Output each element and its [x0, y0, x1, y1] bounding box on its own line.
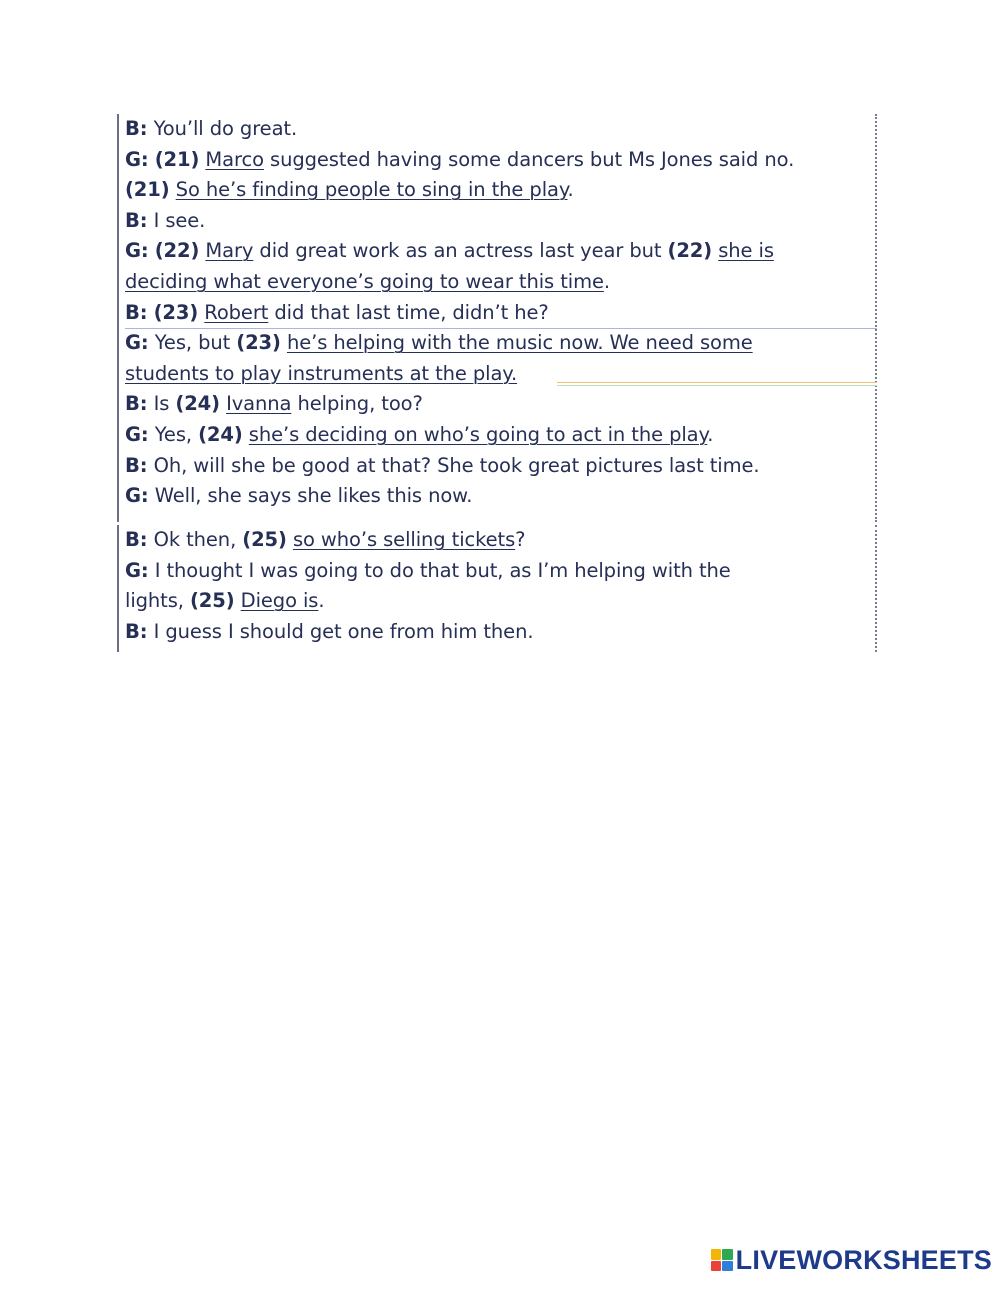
logo-cube [711, 1261, 722, 1272]
dialogue-line [125, 451, 875, 482]
dialogue-line [125, 481, 875, 512]
dialogue-text: I thought I was going to do that but, as I’m helping with the [148, 558, 731, 582]
dialogue-text: Yes, [148, 422, 199, 446]
dialogue-text: Well, she says she likes this now. [148, 484, 473, 508]
scanned-dialogue-image [117, 112, 879, 652]
underlined-answer: Ivanna [226, 392, 292, 416]
speaker-label: G: [125, 239, 149, 263]
dialogue-text: You’ll do great. [147, 117, 298, 140]
dialogue-text: I guess I should get one from him then. [147, 619, 534, 643]
dialogue-text: Oh, will she be good at that? She took great pictures last time. [147, 453, 760, 477]
underlined-answer: deciding what everyone’s going to wear this time [125, 269, 604, 293]
dialogue-line [125, 389, 875, 420]
speaker-label: G: [125, 484, 149, 508]
dialogue-text: . [567, 178, 574, 202]
dialogue-line [125, 175, 875, 206]
divider-line-green [557, 385, 877, 386]
liveworksheets-logo[interactable] [711, 1245, 992, 1275]
underlined-answer: Robert [204, 300, 269, 324]
dialogue-line [125, 206, 875, 237]
dialogue-line [125, 145, 875, 176]
underlined-answer: she is [718, 239, 774, 263]
speaker-label: B: [125, 619, 148, 643]
logo-cube [711, 1249, 722, 1260]
speaker-label: B: [125, 208, 148, 232]
dialogue-line [125, 328, 875, 359]
speaker-label: G: [125, 331, 149, 355]
underlined-answer: he’s helping with the music now. We need some [286, 331, 753, 355]
speaker-label: G: [125, 422, 149, 446]
underlined-answer: So he’s finding people to sing in the play [175, 178, 568, 202]
dialogue-line [125, 556, 875, 587]
question-number: (25) [189, 589, 235, 613]
dialogue-text: Yes, but [148, 331, 237, 355]
dialogue-line [125, 420, 875, 451]
underlined-answer: Marco [205, 147, 264, 171]
speaker-label: B: [125, 117, 148, 140]
speaker-label: G: [125, 147, 149, 171]
speaker-label: B: [125, 392, 148, 416]
underlined-answer: Mary [205, 239, 254, 263]
question-number: (23) [153, 300, 199, 324]
dialogue-text: . [707, 422, 714, 446]
dialogue-text: helping, too? [291, 392, 423, 416]
dialogue-text: lights, [125, 589, 190, 613]
logo-cube [722, 1249, 733, 1260]
question-number: (24) [198, 422, 243, 446]
underlined-answer: so who’s selling tickets [292, 528, 516, 551]
dialogue-text: Is [147, 392, 176, 416]
dialogue-line [125, 298, 875, 329]
dialogue-line [125, 114, 875, 145]
divider-line-orange [557, 382, 877, 383]
question-number: (22) [154, 239, 200, 263]
underlined-answer: she’s deciding on who’s going to act in the play [248, 422, 708, 446]
dialogue-line [125, 617, 875, 648]
logo-cube [722, 1261, 733, 1272]
dialogue-line [125, 267, 875, 298]
logo-text: LIVEWORKSHEETS [735, 1244, 992, 1275]
dialogue-line [125, 586, 875, 617]
dialogue-text: I see. [147, 208, 206, 232]
question-number: (21) [125, 178, 170, 202]
question-number: (24) [175, 392, 220, 416]
dialogue-panel-2 [117, 525, 877, 652]
speaker-label: B: [125, 528, 148, 551]
dialogue-text: did great work as an actress last year but [253, 239, 668, 263]
question-number: (23) [236, 331, 281, 355]
speaker-label: G: [125, 558, 149, 582]
dialogue-text: . [318, 589, 325, 613]
dialogue-panel-1 [117, 114, 877, 522]
dialogue-text: ? [515, 528, 526, 551]
dialogue-text: suggested having some dancers but Ms Jones said no. [263, 147, 795, 171]
dialogue-text: . [603, 269, 610, 293]
speaker-label: B: [125, 453, 148, 477]
dialogue-line [125, 236, 875, 267]
speaker-label: B: [125, 300, 148, 324]
question-number: (22) [667, 239, 713, 263]
logo-cubes-icon [711, 1249, 733, 1271]
dialogue-line [125, 525, 875, 556]
underlined-answer: Diego is [240, 589, 319, 613]
dialogue-text: Ok then, [147, 528, 243, 551]
question-number: (25) [242, 528, 287, 551]
underlined-answer: students to play instruments at the play. [125, 361, 518, 385]
dialogue-text: did that last time, didn’t he? [268, 300, 549, 324]
question-number: (21) [154, 147, 200, 171]
divider-line-blue [125, 328, 877, 329]
